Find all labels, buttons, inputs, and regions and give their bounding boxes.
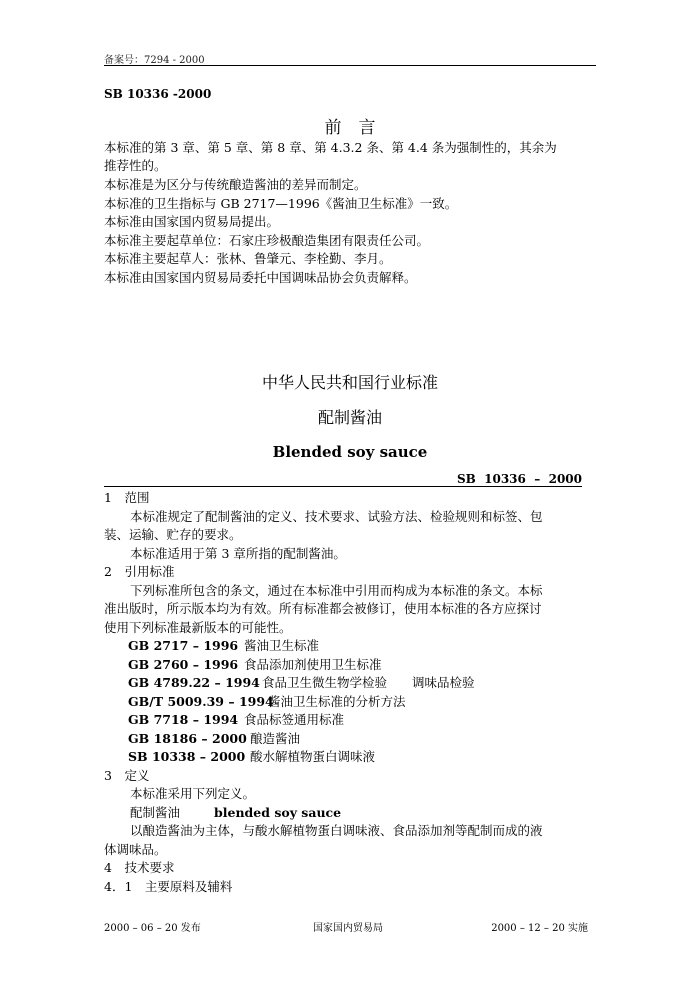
foreword-line: 本标准主要起草单位：石家庄珍极酿造集团有限责任公司。 (104, 233, 430, 248)
issuing-org: 国家国内贸易局 (313, 923, 383, 934)
term-en: blended soy sauce (214, 805, 342, 820)
reference-code: GB 18186 – 2000 (128, 731, 247, 746)
implementation-date: 2000 – 12 – 20 实施 (491, 923, 588, 934)
doc-number: SB 10336 -2000 (104, 87, 212, 101)
foreword-line: 本标准主要起草人：张林、鲁肇元、李栓勤、李月。 (104, 251, 392, 266)
reference-item (128, 693, 406, 711)
reference-code: SB 10338 – 2000 (128, 749, 246, 764)
reference-title: 食品添加剂使用卫生标准 (244, 657, 382, 672)
reference-title: 食品卫生微生物学检验 调味品检验 (262, 675, 475, 690)
section-heading: 1 范围 (104, 490, 150, 505)
header-rule (104, 65, 596, 66)
paragraph: 本标准适用于第 3 章所指的配制酱油。 (130, 546, 346, 561)
reference-item (128, 711, 344, 729)
paragraph: 体调味品。 (104, 842, 167, 857)
standard-name-cn: 配制酱油 (317, 408, 382, 427)
standard-org-title: 中华人民共和国行业标准 (261, 373, 438, 392)
reference-title: 酸水解植物蛋白调味液 (250, 749, 376, 764)
paragraph: 使用下列标准最新版本的可能性。 (104, 620, 292, 635)
foreword-line: 本标准的第 3 章、第 5 章、第 8 章、第 4.3.2 条、第 4.4 条为强制性的，其余为 (104, 140, 557, 155)
reference-code: GB 7718 – 1994 (128, 712, 239, 727)
paragraph: 下列标准所包含的条文，通过在本标准中引用而构成为本标准的条文。本标 (130, 583, 543, 598)
section-heading: 2 引用标准 (104, 564, 175, 579)
reference-item (128, 748, 375, 766)
issue-date: 2000 – 06 – 20 发布 (104, 923, 201, 934)
reference-title: 酱油卫生标准 (244, 638, 320, 653)
paragraph: 本标准规定了配制酱油的定义、技术要求、试验方法、检验规则和标签、包 (130, 509, 543, 524)
reference-title: 酿造酱油 (250, 731, 301, 746)
reference-code: GB 2760 – 1996 (128, 657, 239, 672)
reference-item (128, 674, 475, 692)
foreword-line: 本标准由国家国内贸易局提出。 (104, 214, 280, 229)
foreword-line: 本标准是为区分与传统酿造酱油的差异而制定。 (104, 177, 367, 192)
reference-item (128, 656, 382, 674)
foreword-line: 本标准由国家国内贸易局委托中国调味品协会负责解释。 (104, 270, 417, 285)
reference-title: 食品标签通用标准 (244, 712, 345, 727)
standard-name-en: Blended soy sauce (272, 443, 428, 461)
subsection-heading: 4．1 主要原料及辅料 (104, 879, 233, 894)
reference-code: GB 4789.22 – 1994 (128, 675, 260, 690)
paragraph: 以酿造酱油为主体，与酸水解植物蛋白调味液、食品添加剂等配制而成的液 (130, 823, 543, 838)
foreword-line: 推荐性的。 (104, 158, 167, 173)
title-rule (104, 486, 582, 487)
foreword-title: 前 言 (324, 118, 376, 138)
reference-item (128, 730, 300, 748)
reference-code: GB 2717 – 1996 (128, 638, 239, 653)
paragraph: 本标准采用下列定义。 (130, 786, 256, 801)
section-heading: 3 定义 (104, 768, 150, 783)
standard-number: SB 10336 – 2000 (456, 472, 582, 486)
reference-code: GB/T 5009.39 – 1994 (128, 694, 274, 709)
paragraph: 装、运输、贮存的要求。 (104, 527, 242, 542)
reference-item (128, 637, 319, 655)
term-definition (130, 804, 341, 822)
record-number: 备案号：7294 - 2000 (104, 55, 205, 66)
reference-title: 酱油卫生标准的分析方法 (268, 694, 406, 709)
section-heading: 4 技术要求 (104, 860, 175, 875)
paragraph: 准出版时，所示版本均为有效。所有标准都会被修订，使用本标准的各方应探讨 (104, 601, 542, 616)
term-cn: 配制酱油 (130, 805, 181, 820)
foreword-line: 本标准的卫生指标与 GB 2717—1996《酱油卫生标准》一致。 (104, 196, 458, 211)
